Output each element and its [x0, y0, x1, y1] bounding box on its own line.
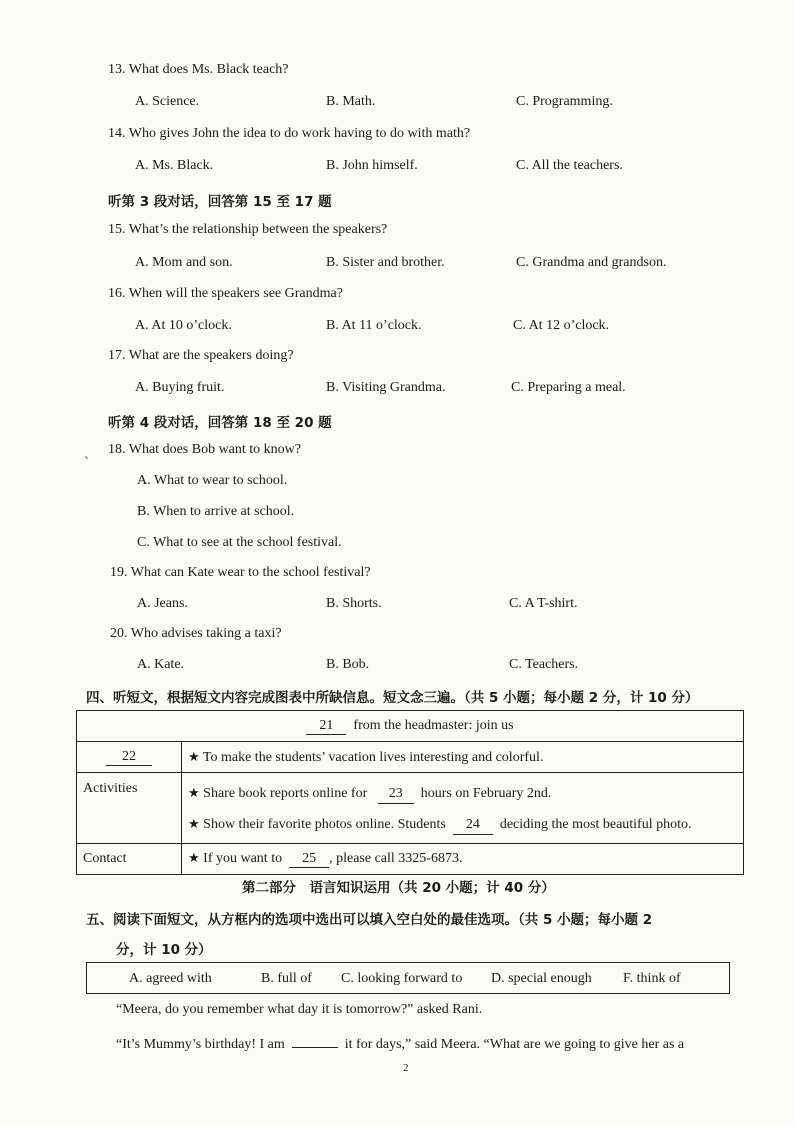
star-icon: ★: [188, 816, 200, 831]
star-icon: ★: [188, 748, 200, 764]
q20-option-a: A. Kate.: [137, 657, 185, 672]
activity-1-post: hours on February 2nd.: [420, 786, 552, 801]
q18-option-c: C. What to see at the school festival.: [137, 535, 342, 550]
passage-blank[interactable]: [292, 1033, 338, 1048]
q17-option-b: B. Visiting Grandma.: [326, 380, 446, 395]
part-2-title: 第二部分 语言知识运用（共 20 小题；计 40 分）: [242, 880, 555, 896]
contact-label: Contact: [83, 851, 127, 866]
word-option-box: [86, 962, 730, 994]
question-16: 16. When will the speakers see Grandma?: [108, 286, 343, 301]
table-header-text: from the headmaster: join us: [353, 717, 514, 733]
q13-option-c: C. Programming.: [516, 94, 613, 109]
q13-option-a: A. Science.: [135, 94, 200, 109]
question-19: 19. What can Kate wear to the school festival?: [110, 565, 371, 580]
activity-2-pre: Show their favorite photos online. Students: [203, 817, 446, 832]
table-row: [77, 773, 744, 844]
q17-option-c: C. Preparing a meal.: [511, 380, 626, 395]
scan-mark: 、: [84, 447, 97, 461]
purpose-text: To make the students’ vacation lives interesting and colorful.: [202, 749, 544, 765]
q19-option-c: C. A T-shirt.: [509, 596, 578, 611]
table-row: [77, 844, 744, 875]
contact-pre: If you want to: [203, 851, 283, 866]
question-15: 15. What’s the relationship between the speakers?: [108, 222, 388, 237]
question-13: 13. What does Ms. Black teach?: [108, 62, 289, 77]
star-icon: ★: [188, 850, 200, 865]
part-5-header-line-2: 分，计 10 分）: [116, 942, 212, 958]
q20-option-b: B. Bob.: [326, 657, 370, 672]
word-option-c: C. looking forward to: [341, 971, 463, 986]
q15-option-a: A. Mom and son.: [135, 255, 233, 270]
q19-option-b: B. Shorts.: [326, 596, 382, 611]
q17-option-a: A. Buying fruit.: [135, 380, 225, 395]
passage-line-2-pre: “It’s Mummy’s birthday! I am: [116, 1037, 285, 1052]
blank-21[interactable]: 21: [306, 718, 346, 735]
blank-22[interactable]: 22: [106, 749, 152, 766]
q18-option-a: A. What to wear to school.: [137, 473, 288, 488]
word-option-a: A. agreed with: [129, 971, 212, 986]
table-header-row: [77, 711, 744, 742]
q18-option-b: B. When to arrive at school.: [137, 504, 295, 519]
contact-post: , please call 3325-6873.: [329, 851, 463, 866]
question-17: 17. What are the speakers doing?: [108, 348, 294, 363]
part-5-header-line-1: 五、阅读下面短文，从方框内的选项中选出可以填入空白处的最佳选项。（共 5 小题；每小题 2: [86, 912, 653, 928]
blank-23[interactable]: 23: [378, 785, 414, 804]
star-icon: ★: [188, 785, 200, 800]
activities-label: Activities: [83, 781, 138, 796]
blank-24[interactable]: 24: [453, 816, 493, 835]
passage-line-2: [116, 1033, 684, 1053]
passage-line-1: “Meera, do you remember what day it is tomorrow?” asked Rani.: [116, 1002, 483, 1017]
q14-option-a: A. Ms. Black.: [135, 158, 214, 173]
question-14: 14. Who gives John the idea to do work having to do with math?: [108, 126, 471, 141]
page-number: 2: [403, 1062, 409, 1074]
q15-option-b: B. Sister and brother.: [326, 255, 445, 270]
word-option-f: F. think of: [623, 971, 681, 986]
dialog-4-header: 听第 4 段对话，回答第 18 至 20 题: [108, 415, 332, 431]
q16-option-a: A. At 10 o’clock.: [135, 318, 232, 333]
question-18: 18. What does Bob want to know?: [108, 442, 301, 457]
part-4-header: 四、听短文，根据短文内容完成图表中所缺信息。短文念三遍。（共 5 小题；每小题 2 分，计 10 分）: [86, 690, 699, 706]
q19-option-a: A. Jeans.: [137, 596, 188, 611]
word-option-d: D. special enough: [491, 971, 592, 986]
q14-option-c: C. All the teachers.: [516, 158, 623, 173]
info-table: [76, 710, 744, 875]
q16-option-b: B. At 11 o’clock.: [326, 318, 422, 333]
q16-option-c: C. At 12 o’clock.: [513, 318, 610, 333]
word-option-b: B. full of: [261, 971, 312, 986]
passage-line-2-post: it for days,” said Meera. “What are we going to give her as a: [344, 1037, 685, 1052]
q13-option-b: B. Math.: [326, 94, 376, 109]
q15-option-c: C. Grandma and grandson.: [516, 255, 667, 270]
activity-2-post: deciding the most beautiful photo.: [499, 817, 692, 832]
dialog-3-header: 听第 3 段对话，回答第 15 至 17 题: [108, 194, 332, 210]
table-row: [77, 742, 744, 773]
question-20: 20. Who advises taking a taxi?: [110, 626, 282, 641]
q14-option-b: B. John himself.: [326, 158, 418, 173]
activity-1-pre: Share book reports online for: [203, 786, 368, 801]
q20-option-c: C. Teachers.: [509, 657, 579, 672]
blank-25[interactable]: 25: [289, 851, 329, 868]
